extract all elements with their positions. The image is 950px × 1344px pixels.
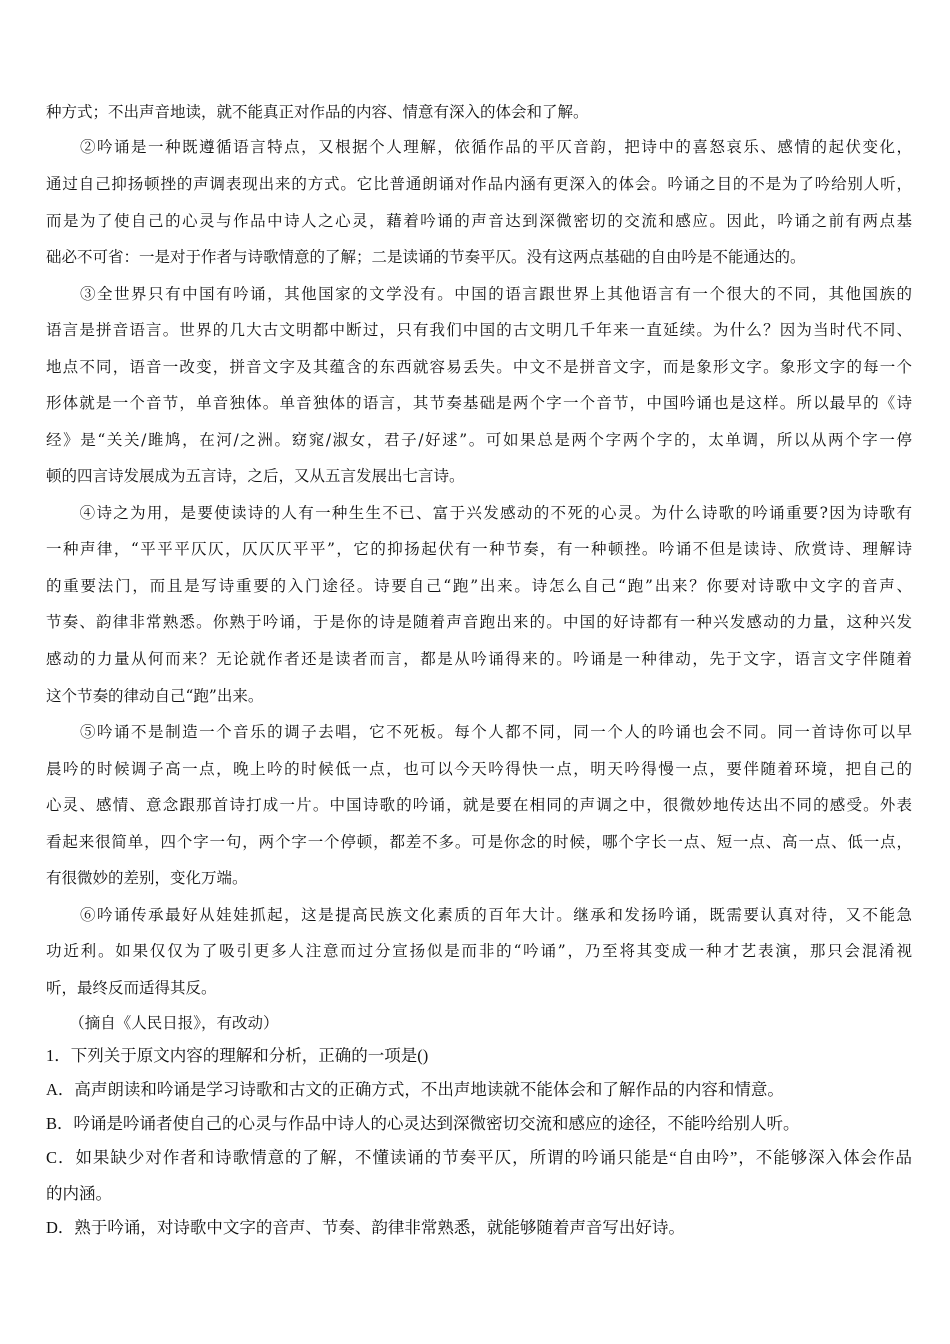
paragraph-line: 而是为了使自己的心灵与作品中诗人之心灵，藉着吟诵的声音达到深微密切的交流和感应。因此，吟诵之前有两点基	[46, 212, 912, 230]
paragraph-line: ⑤吟诵不是制造一个音乐的调子去唱，它不死板。每个人都不同，同一个人的吟诵也会不同。同一首诗你可以早	[46, 723, 912, 741]
option-c-continued: 的内涵。	[46, 1184, 112, 1203]
paragraph-line: 心灵、感情、意念跟那首诗打成一片。中国诗歌的吟诵，就是要在相同的声调之中，很微妙地传达出不同的感受。外表	[46, 796, 912, 814]
paragraph-line: 形体就是一个音节，单音独体。单音独体的语言，其节奏基础是两个字一个音节，中国吟诵也是这样。所以最早的《诗	[46, 394, 912, 412]
paragraph-line: ⑥吟诵传承最好从娃娃抓起，这是提高民族文化素质的百年大计。继承和发扬吟诵，既需要认真对待，又不能急	[46, 906, 912, 924]
source-citation: （摘自《人民日报》，有改动）	[46, 1014, 279, 1032]
option-d: D．熟于吟诵，对诗歌中文字的音声、节奏、韵律非常熟悉，就能够随着声音写出好诗。	[46, 1218, 685, 1237]
paragraph-line: 有很微妙的差别，变化万端。	[46, 869, 248, 887]
paragraph-line: 经》是“关关/雎鸠，在河/之洲。窈窕/淑女，君子/好逑”。可如果总是两个字两个字的，太单调，所以从两个字一停	[46, 431, 912, 449]
paragraph-line: 节奏、韵律非常熟悉。你熟于吟诵，于是你的诗是随着声音跑出来的。中国的好诗都有一种兴发感动的力量，这种兴发	[46, 613, 912, 631]
paragraph-line: 晨吟的时候调子高一点，晚上吟的时候低一点，也可以今天吟得快一点，明天吟得慢一点，要伴随着环境，把自己的	[46, 760, 912, 778]
paragraph-line: 看起来很简单，四个字一句，两个字一个停顿，都差不多。可是你念的时候，哪个字长一点、短一点、高一点、低一点，	[46, 833, 912, 851]
paragraph-line: 通过自己抑扬顿挫的声调表现出来的方式。它比普通朗诵对作品内涵有更深入的体会。吟诵之目的不是为了吟给别人听，	[46, 175, 912, 193]
paragraph-line: ②吟诵是一种既遵循语言特点，又根据个人理解，依循作品的平仄音韵，把诗中的喜怒哀乐、感情的起伏变化，	[46, 138, 912, 156]
option-a: A．高声朗读和吟诵是学习诗歌和古文的正确方式，不出声地读就不能体会和了解作品的内容和情意。	[46, 1080, 784, 1099]
paragraph-line: 础必不可省：一是对于作者与诗歌情意的了解；二是读诵的节奏平仄。没有这两点基础的自由吟是不能通达的。	[46, 248, 806, 266]
paragraph-line: 地点不同，语音一改变，拼音文字及其蕴含的东西就容易丢失。中文不是拼音文字，而是象形文字。象形文字的每一个	[46, 358, 912, 376]
paragraph-line: 感动的力量从何而来？无论就作者还是读者而言，都是从吟诵得来的。吟诵是一种律动，先于文字，语言文字伴随着	[46, 650, 912, 668]
paragraph-line: 语言是拼音语言。世界的几大古文明都中断过，只有我们中国的古文明几千年来一直延续。为什么？因为当时代不同、	[46, 321, 912, 339]
paragraph-line: 的重要法门，而且是写诗重要的入门途径。诗要自己“跑”出来。诗怎么自己“跑”出来？你要对诗歌中文字的音声、	[46, 577, 912, 595]
paragraph-line: 功近利。如果仅仅为了吸引更多人注意而过分宣扬似是而非的“吟诵”，乃至将其变成一种才艺表演，那只会混淆视	[46, 942, 912, 960]
paragraph-line: ④诗之为用，是要使读诗的人有一种生生不已、富于兴发感动的不死的心灵。为什么诗歌的吟诵重要?因为诗歌有	[46, 504, 912, 522]
paragraph-line: 这个节奏的律动自己“跑”出来。	[46, 687, 264, 705]
paragraph-line: 顿的四言诗发展成为五言诗，之后，又从五言发展出七言诗。	[46, 467, 465, 485]
paragraph-line: 一种声律，“平平平仄仄，仄仄仄平平”，它的抑扬起伏有一种节奏，有一种顿挫。吟诵不但是读诗、欣赏诗、理解诗	[46, 540, 912, 558]
question-stem: 1．下列关于原文内容的理解和分析，正确的一项是()	[46, 1046, 429, 1065]
paragraph-line: ③全世界只有中国有吟诵，其他国家的文学没有。中国的语言跟世界上其他语言有一个很大的不同，其他国族的	[46, 285, 912, 303]
option-b: B．吟诵是吟诵者使自己的心灵与作品中诗人的心灵达到深微密切交流和感应的途径，不能吟给别人听。	[46, 1114, 800, 1133]
paragraph-line: 种方式；不出声音地读，就不能真正对作品的内容、情意有深入的体会和了解。	[46, 103, 589, 121]
paragraph-line: 听，最终反而适得其反。	[46, 979, 217, 997]
option-c: C．如果缺少对作者和诗歌情意的了解，不懂读诵的节奏平仄，所谓的吟诵只能是“自由吟”，不能够深入体会作品	[46, 1148, 912, 1167]
